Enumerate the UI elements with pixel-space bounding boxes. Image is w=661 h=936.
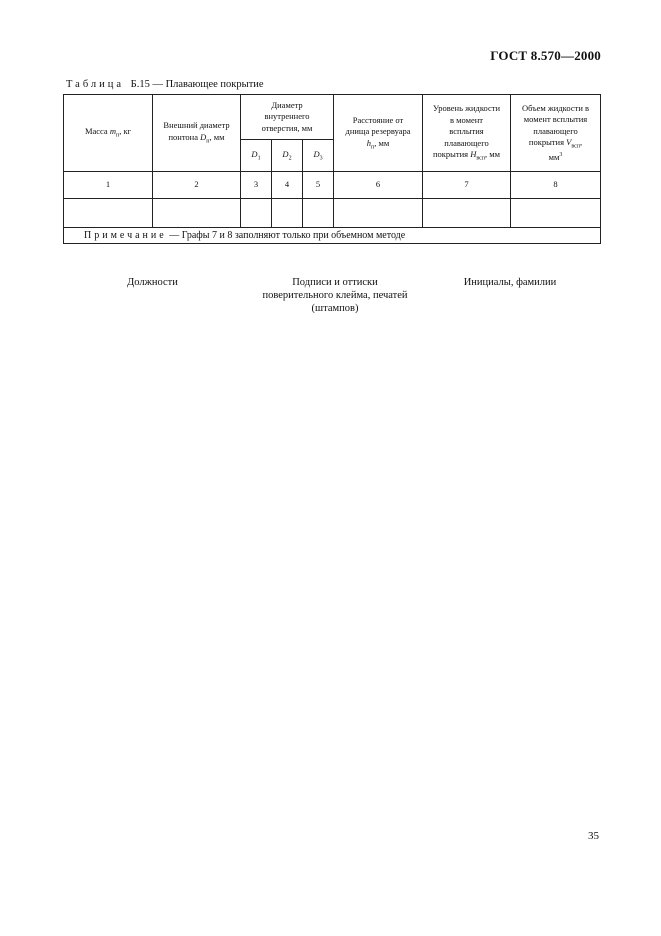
signature-names-label: Инициалы, фамилии bbox=[463, 277, 557, 288]
note-text: — Графы 7 и 8 заполняют только при объемном методе bbox=[166, 229, 406, 241]
signature-positions-label: Должности bbox=[127, 277, 178, 288]
data-cell bbox=[511, 199, 601, 228]
data-cell bbox=[64, 199, 153, 228]
column-number: 8 bbox=[511, 172, 601, 199]
data-cell bbox=[241, 199, 272, 228]
table-note bbox=[64, 228, 601, 244]
header-d2: $D_2$ bbox=[272, 140, 303, 172]
data-cell bbox=[153, 199, 241, 228]
column-number: 5 bbox=[303, 172, 334, 199]
page-number: 35 bbox=[588, 830, 599, 842]
header-distance-from-bottom: Расстояние от днища резервуара $h_п$, мм bbox=[334, 95, 423, 172]
data-cell bbox=[334, 199, 423, 228]
column-number: 7 bbox=[423, 172, 511, 199]
header-outer-diameter: Внешний диаметр понтона $D_п$, мм bbox=[153, 95, 241, 172]
column-number: 4 bbox=[272, 172, 303, 199]
caption-label: Таблица bbox=[66, 79, 125, 90]
header-mass: Масса $m_п$, кг bbox=[64, 95, 153, 172]
note-label: Примечание bbox=[84, 229, 167, 241]
data-cell bbox=[272, 199, 303, 228]
column-number: 3 bbox=[241, 172, 272, 199]
header-inner-diameter-group: Диаметр внутреннего отверстия, мм bbox=[241, 95, 334, 140]
table-caption bbox=[66, 79, 264, 90]
column-numbers-row bbox=[64, 172, 601, 199]
caption-title: Б.15 — Плавающее покрытие bbox=[130, 79, 264, 90]
header-liquid-volume: Объем жидкости в момент всплытия плавающего покрытия $V_{всп}$, $мм^3$ bbox=[511, 95, 601, 172]
data-cell bbox=[303, 199, 334, 228]
measurement-table bbox=[63, 94, 601, 244]
column-number: 6 bbox=[334, 172, 423, 199]
column-number: 2 bbox=[153, 172, 241, 199]
header-d1: $D_1$ bbox=[241, 140, 272, 172]
header-liquid-level: Уровень жидкости в момент всплытия плавающего покрытия $H_{всп}$, мм bbox=[423, 95, 511, 172]
document-code: ГОСТ 8.570—2000 bbox=[490, 48, 601, 63]
empty-data-row bbox=[64, 199, 601, 228]
column-number: 1 bbox=[64, 172, 153, 199]
signature-stamps-label: Подписи и оттиски поверительного клейма, печатей (штампов) bbox=[262, 277, 408, 315]
header-d3: $D_3$ bbox=[303, 140, 334, 172]
data-cell bbox=[423, 199, 511, 228]
